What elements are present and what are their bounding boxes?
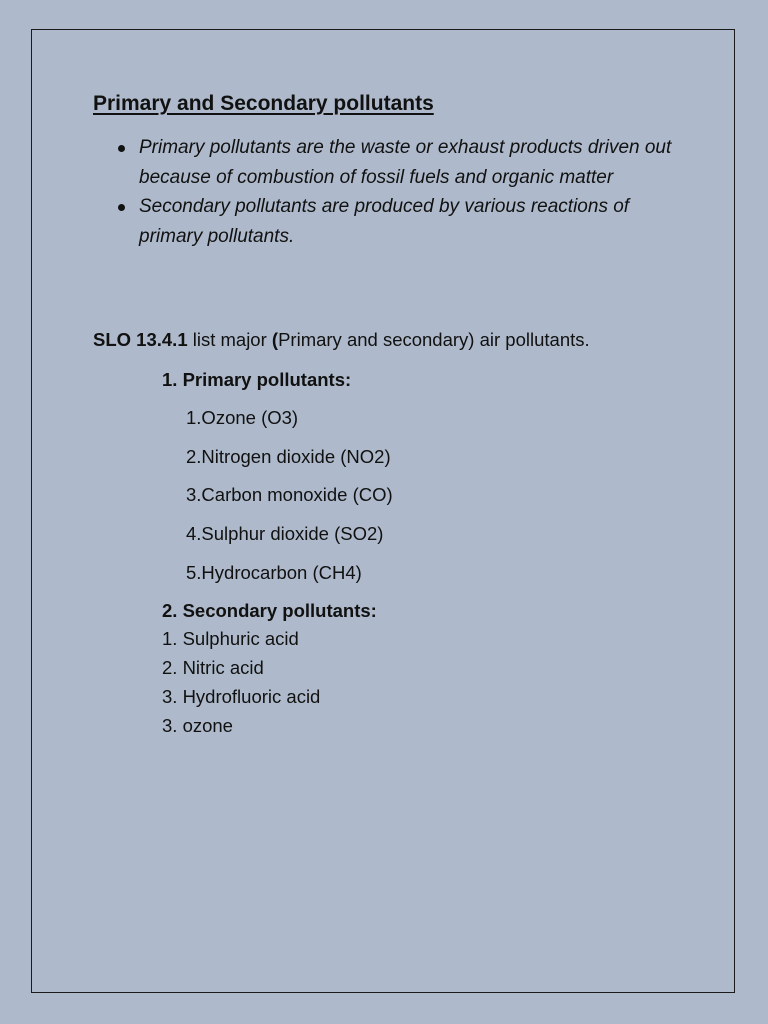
secondary-heading: 2. Secondary pollutants: [162,600,377,621]
secondary-item: 2. Nitric acid [162,657,264,678]
slo-line [93,328,590,352]
bullet-item [116,133,676,192]
bullet-list [116,133,676,251]
primary-heading: 1. Primary pollutants: [162,369,352,390]
slo-open-paren: ( [271,329,279,350]
secondary-item: 3. Hydrofluoric acid [162,686,321,707]
primary-item: 2.Nitrogen dioxide (NO2) [186,446,391,467]
primary-item: 3.Carbon monoxide (CO) [186,484,393,505]
primary-item: 4.Sulphur dioxide (SO2) [186,523,384,544]
bullet-dot-icon [118,204,125,211]
secondary-item: 1. Sulphuric acid [162,628,299,649]
bullet-text: Primary pollutants are the waste or exhaust products driven out because of combustion of fossil fuels and organic matter [139,137,672,188]
secondary-item: 3. ozone [162,715,233,736]
slo-code: SLO 13.4.1 [93,329,188,350]
bullet-text: Secondary pollutants are produced by various reactions of primary pollutants. [139,196,630,247]
primary-item: 5.Hydrocarbon (CH4) [186,562,362,583]
bullet-dot-icon [118,145,125,152]
slo-text-before: list major [187,329,272,350]
bullet-item [116,192,676,251]
primary-item: 1.Ozone (O3) [186,407,299,428]
slo-text-after: Primary and secondary) air pollutants. [278,329,590,350]
section-heading: Primary and Secondary pollutants [93,92,434,115]
